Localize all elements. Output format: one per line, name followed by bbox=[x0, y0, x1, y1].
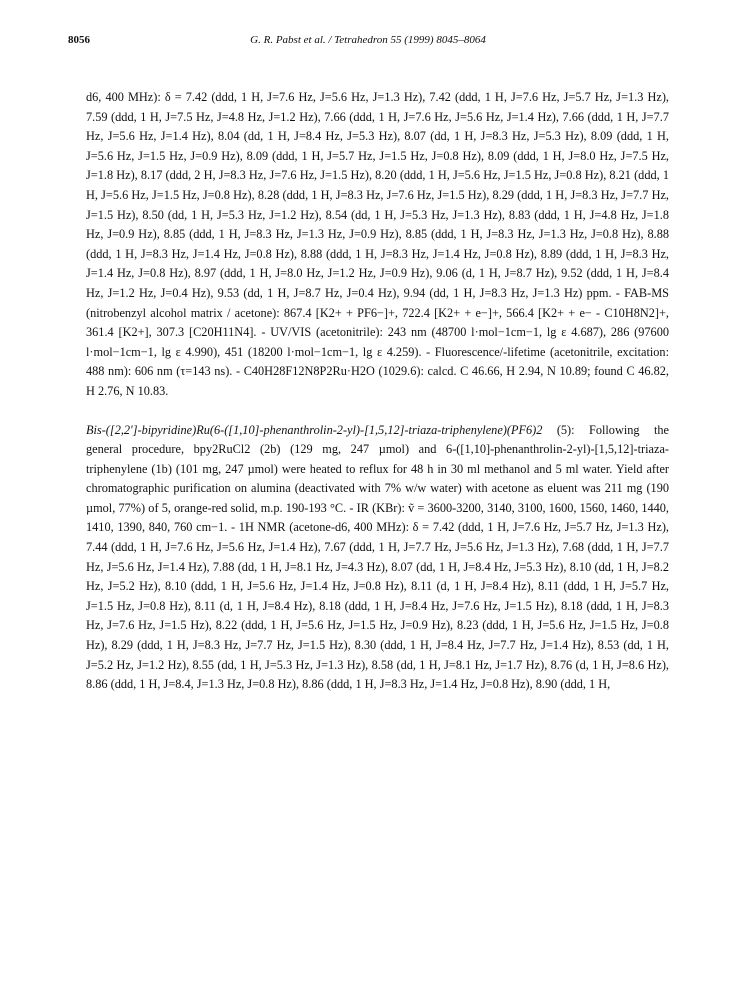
compound-title: Bis-([2,2']-bipyridine)Ru(6-([1,10]-phenanthrolin-2-yl)-[1,5,12]-triaza-triphenylene)(PF6)2 bbox=[86, 422, 543, 437]
article-body bbox=[86, 88, 669, 695]
page-header bbox=[68, 34, 668, 50]
running-head: G. R. Pabst et al. / Tetrahedron 55 (1999) 8045–8064 bbox=[250, 34, 486, 46]
paragraph-text: (5): Following the general procedure, bpy2RuCl2 (2b) (129 mg, 247 µmol) and 6-([1,10]-phenanthrolin-2-yl)-[1,5,12]-triaza-triphenylene (1b) (101 mg, 247 µmol) were heated to reflux for 48 h in 30 ml methanol and 5 ml water. Yield after chromatographic purification on alumina (deactivated with 7% w/w water) with acetone as eluent was 211 mg (190 µmol, 77%) of 5, orange-red solid, m.p. 190-193 °C. - IR (KBr): ṽ = 3600-3200, 3140, 3100, 1600, 1560, 1460, 1440, 1410, 1390, 840, 760 cm−1. - 1H NMR (acetone-d6, 400 MHz): δ = 7.42 (ddd, 1 H, J=7.6 Hz, J=5.7 Hz, J=1.3 Hz), 7.44 (ddd, 1 H, J=7.6 Hz, J=5.6 Hz, J=1.4 Hz), 7.67 (ddd, 1 H, J=7.7 Hz, J=5.6 Hz, J=1.3 Hz), 7.68 (ddd, 1 H, J=7.7 Hz, J=5.6 Hz, J=1.4 Hz), 7.88 (dd, 1 H, J=8.1 Hz, J=4.3 Hz), 8.07 (dd, 1 H, J=8.4 Hz, J=5.3 Hz), 8.10 (dd, 1 H, J=8.2 Hz, J=5.2 Hz), 8.10 (ddd, 1 H, J=5.6 Hz, J=1.4 Hz, J=0.8 Hz), 8.11 (d, 1 H, J=8.4 Hz), 8.11 (ddd, 1 H, J=5.7 Hz, J=1.5 Hz, J=0.8 Hz), 8.11 (d, 1 H, J=8.4 Hz), 8.18 (ddd, 1 H, J=8.4 Hz, J=7.6 Hz, J=1.5 Hz), 8.18 (ddd, 1 H, J=8.3 Hz, J=7.6 Hz, J=1.5 Hz), 8.22 (ddd, 1 H, J=5.6 Hz, J=1.5 Hz, J=0.9 Hz), 8.23 (ddd, 1 H, J=5.6 Hz, J=1.5 Hz, J=0.8 Hz), 8.29 (ddd, 1 H, J=8.3 Hz, J=7.7 Hz, J=1.5 Hz), 8.30 (ddd, 1 H, J=8.4 Hz, J=7.7 Hz, J=1.4 Hz), 8.53 (dd, 1 H, J=5.2 Hz, J=1.2 Hz), 8.55 (dd, 1 H, J=5.3 Hz, J=1.3 Hz), 8.58 (dd, 1 H, J=8.1 Hz, J=1.7 Hz), 8.76 (d, 1 H, J=8.6 Hz), 8.86 (ddd, 1 H, J=8.4, J=1.3 Hz, J=0.8 Hz), 8.86 (ddd, 1 H, J=8.3 Hz, J=1.4 Hz, J=0.8 Hz), 8.90 (ddd, 1 H, bbox=[86, 422, 669, 692]
paragraph-text: d6, 400 MHz): δ = 7.42 (ddd, 1 H, J=7.6 Hz, J=5.6 Hz, J=1.3 Hz), 7.42 (ddd, 1 H, J=7.6 Hz, J=5.7 Hz, J=1.3 Hz), 7.59 (ddd, 1 H, J=7.5 Hz, J=4.8 Hz, J=1.2 Hz), 7.66 (ddd, 1 H, J=7.6 Hz, J=5.6 Hz, J=1.4 Hz), 7.66 (ddd, 1 H, J=7.7 Hz, J=5.6 Hz, J=1.4 Hz), 8.04 (dd, 1 H, J=8.4 Hz, J=5.3 Hz), 8.07 (dd, 1 H, J=8.3 Hz, J=5.3 Hz), 8.09 (ddd, 1 H, J=5.6 Hz, J=1.5 Hz, J=0.9 Hz), 8.09 (ddd, 1 H, J=5.7 Hz, J=1.5 Hz, J=0.8 Hz), 8.09 (ddd, 1 H, J=8.0 Hz, J=7.5 Hz, J=1.8 Hz), 8.17 (ddd, 2 H, J=8.3 Hz, J=7.6 Hz, J=1.5 Hz), 8.20 (ddd, 1 H, J=5.6 Hz, J=1.5 Hz, J=0.8 Hz), 8.21 (ddd, 1 H, J=5.6 Hz, J=1.5 Hz, J=0.8 Hz), 8.28 (ddd, 1 H, J=8.3 Hz, J=7.6 Hz, J=1.5 Hz), 8.29 (ddd, 1 H, J=8.3 Hz, J=7.7 Hz, J=1.5 Hz), 8.50 (dd, 1 H, J=5.3 Hz, J=1.2 Hz), 8.54 (dd, 1 H, J=5.3 Hz, J=1.3 Hz), 8.83 (ddd, 1 H, J=4.8 Hz, J=1.8 Hz, J=0.9 Hz), 8.85 (ddd, 1 H, J=8.3 Hz, J=1.3 Hz, J=0.9 Hz), 8.85 (ddd, 1 H, J=8.3 Hz, J=1.3 Hz, J=0.8 Hz), 8.88 (ddd, 1 H, J=8.3 Hz, J=1.4 Hz, J=0.8 Hz), 8.88 (ddd, 1 H, J=8.3 Hz, J=1.4 Hz, J=0.8 Hz), 8.89 (ddd, 1 H, J=8.3 Hz, J=1.4 Hz, J=0.8 Hz), 8.97 (ddd, 1 H, J=8.0 Hz, J=1.2 Hz, J=0.9 Hz), 9.06 (d, 1 H, J=8.7 Hz), 9.52 (ddd, 1 H, J=8.4 Hz, J=1.2 Hz, J=0.4 Hz), 9.53 (dd, 1 H, J=8.7 Hz, J=0.4 Hz), 9.94 (dd, 1 H, J=8.3 Hz, J=1.3 Hz) ppm. - FAB-MS (nitrobenzyl alcohol matrix / acetone): 867.4 [K2+ + PF6−]+, 722.4 [K2+ + e−]+, 566.4 [K2+ + e− - C10H8N2]+, 361.4 [K2+], 307.3 [C20H11N4]. - UV/VIS (acetonitrile): 243 nm (48700 l·mol−1cm−1, lg ε 4.687), 286 (97600 l·mol−1cm−1, lg ε 4.990), 451 (18200 l·mol−1cm−1, lg ε 4.259). - Fluorescence/-lifetime (acetonitrile, excitation: 488 nm): 606 nm (τ=143 ns). - C40H28F12N8P2Ru·H2O (1029.6): calcd. C 46.66, H 2.94, N 10.89; found C 46.82, H 2.76, N 10.83. bbox=[86, 90, 669, 398]
page-number: 8056 bbox=[68, 34, 90, 46]
compound-5-paragraph bbox=[86, 421, 669, 695]
nmr-data-paragraph bbox=[86, 88, 669, 402]
